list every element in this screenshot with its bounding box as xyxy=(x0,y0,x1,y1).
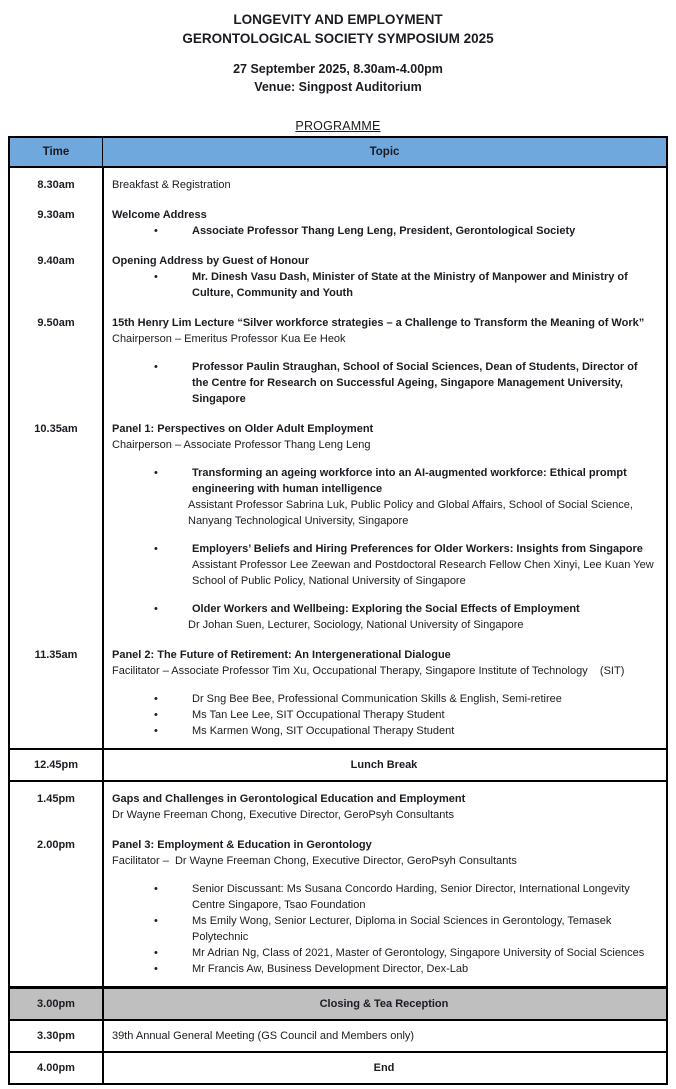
document-title xyxy=(0,10,676,48)
text-run: Mr Francis Aw, Business Development Director, Dex-Lab xyxy=(192,963,469,975)
bullet-item xyxy=(112,723,654,739)
bullet-item xyxy=(112,359,654,407)
text-run-bold: Welcome Address xyxy=(112,209,207,221)
topic-content xyxy=(102,837,666,977)
event-date-line: 27 September 2025, 8.30am-4.00pm xyxy=(233,62,443,76)
text-run: Ms Karmen Wong, SIT Occupational Therapy Student xyxy=(192,725,455,737)
topic-content xyxy=(102,791,666,823)
bullet-item xyxy=(112,465,654,497)
bullet-marker: • xyxy=(154,915,158,927)
topic-paragraph xyxy=(112,647,654,663)
schedule-band-row xyxy=(10,1053,666,1083)
topic-paragraph xyxy=(112,315,654,331)
schedule-entry xyxy=(10,421,666,633)
time-label: 9.40am xyxy=(37,255,75,267)
topic-paragraph xyxy=(112,207,654,223)
text-run: Chairperson – Associate Professor Thang Leng Leng xyxy=(112,439,371,451)
text-run: Chairperson – Emeritus Professor Kua Ee Heok xyxy=(112,333,346,345)
schedule-entry xyxy=(10,791,666,823)
topic-paragraph xyxy=(112,791,654,807)
bullet-item xyxy=(112,945,654,961)
bullet-item xyxy=(112,913,654,945)
bullet-marker: • xyxy=(154,225,158,237)
schedule-block xyxy=(10,168,666,750)
topic-paragraph xyxy=(112,807,654,823)
topic-paragraph xyxy=(112,253,654,269)
text-run: Dr Johan Suen, Lecturer, Sociology, National University of Singapore xyxy=(188,619,524,631)
bullet-marker: • xyxy=(154,271,158,283)
text-run-bold: Gaps and Challenges in Gerontological Education and Employment xyxy=(112,793,466,805)
time-label: 11.35am xyxy=(34,649,78,661)
text-run-bold: Panel 1: Perspectives on Older Adult Employment xyxy=(112,423,374,435)
text-run-bold: Transforming an ageing workforce into an AI-augmented workforce: Ethical prompt engineering with human intelligence xyxy=(192,467,630,495)
time-label: 4.00pm xyxy=(37,1062,75,1074)
text-run-bold: Employers’ Beliefs and Hiring Preferences for Older Workers: Insights from Singapore xyxy=(192,543,643,555)
band-label: Closing & Tea Reception xyxy=(319,998,449,1010)
text-run: Ms Emily Wong, Senior Lecturer, Diploma in Social Sciences in Gerontology, Temasek Polytechnic xyxy=(192,915,615,943)
topic-paragraph xyxy=(112,177,654,193)
text-run: Senior Discussant: Ms Susana Concordo Harding, Senior Director, International Longevity Centre Singapore, Tsao Foundation xyxy=(192,883,633,911)
blank-line xyxy=(112,589,654,601)
bullet-marker: • xyxy=(154,883,158,895)
schedule-block xyxy=(10,782,666,988)
speaker-line xyxy=(112,497,654,529)
bullet-item xyxy=(112,223,654,239)
event-datetime xyxy=(0,60,676,96)
bullet-marker: • xyxy=(154,963,158,975)
text-run-bold: Mr. Dinesh Vasu Dash, Minister of State at the Ministry of Manpower and Ministry of Culture, Community and Youth xyxy=(192,271,631,299)
text-run: Facilitator – Dr Wayne Freeman Chong, Executive Director, GeroPsyh Consultants xyxy=(112,855,517,867)
time-label: 9.50am xyxy=(37,317,75,329)
bullet-item xyxy=(112,541,657,589)
schedule-band-row xyxy=(10,988,666,1021)
document-header xyxy=(0,0,676,134)
time-label: 2.00pm xyxy=(37,839,75,851)
topic-content xyxy=(102,315,666,407)
topic-content xyxy=(102,253,666,301)
text-run-bold: 15th Henry Lim Lecture “Silver workforce strategies – a Challenge to Transform the Meaning of Work” xyxy=(112,317,645,329)
bullet-marker: • xyxy=(154,709,158,721)
text-run: Facilitator – Associate Professor Tim Xu, Occupational Therapy, Singapore Institute of Technology (SIT) xyxy=(112,665,625,677)
text-run: Breakfast & Registration xyxy=(112,179,231,191)
schedule-entry xyxy=(10,253,666,301)
band-label: End xyxy=(373,1062,395,1074)
time-label: 3.00pm xyxy=(37,998,75,1010)
bullet-marker: • xyxy=(154,543,158,555)
time-label: 12.45pm xyxy=(33,759,79,771)
band-label: Lunch Break xyxy=(350,759,418,771)
speaker-line xyxy=(112,617,654,633)
programme-heading: PROGRAMME xyxy=(295,119,381,133)
text-run: Dr Sng Bee Bee, Professional Communication Skills & English, Semi-retiree xyxy=(192,693,562,705)
table-header-row xyxy=(10,138,666,168)
bullet-item xyxy=(112,601,654,617)
bullet-marker: • xyxy=(154,693,158,705)
text-run: Assistant Professor Sabrina Luk, Public Policy and Global Affairs, School of Social Science, Nanyang Technological University, Singapore xyxy=(188,499,640,527)
time-label: 3.30pm xyxy=(37,1030,75,1042)
text-run: Assistant Professor Lee Zeewan and Postdoctoral Research Fellow Chen Xinyi, Lee Kuan Yew School of Public Policy, National University of Singapore xyxy=(192,543,657,587)
schedule-entry xyxy=(10,647,666,739)
text-run-bold: Associate Professor Thang Leng Leng, President, Gerontological Society xyxy=(192,225,576,237)
document-title-line1: LONGEVITY AND EMPLOYMENT xyxy=(233,12,443,27)
document-title-line2: GERONTOLOGICAL SOCIETY SYMPOSIUM 2025 xyxy=(182,31,494,46)
blank-line xyxy=(112,869,654,881)
topic-paragraph xyxy=(112,853,654,869)
time-label: 8.30am xyxy=(37,179,75,191)
topic-content xyxy=(102,207,666,239)
topic-paragraph xyxy=(112,663,654,679)
bullet-item xyxy=(112,269,654,301)
schedule-entry xyxy=(10,837,666,977)
text-run-bold: Professor Paulin Straughan, School of Social Sciences, Dean of Students, Director of the Centre for Research on Successful Ageing, Singapore Management University, Singapore xyxy=(192,361,641,405)
programme-table xyxy=(8,136,668,1085)
blank-line xyxy=(112,453,654,465)
bullet-marker: • xyxy=(154,361,158,373)
bullet-marker: • xyxy=(154,725,158,737)
table-header-topic: Topic xyxy=(369,146,400,158)
blank-line xyxy=(112,347,654,359)
text-run-bold: Opening Address by Guest of Honour xyxy=(112,255,309,267)
blank-line xyxy=(112,529,654,541)
text-run: Mr Adrian Ng, Class of 2021, Master of Gerontology, Singapore University of Social Sciences xyxy=(192,947,645,959)
topic-paragraph xyxy=(112,421,654,437)
schedule-entry xyxy=(10,177,666,193)
time-label: 10.35am xyxy=(34,423,78,435)
topic-paragraph xyxy=(112,331,654,347)
blank-line xyxy=(112,679,654,691)
text-run: Ms Tan Lee Lee, SIT Occupational Therapy Student xyxy=(192,709,445,721)
band-label: 39th Annual General Meeting (GS Council and Members only) xyxy=(112,1030,415,1042)
time-label: 1.45pm xyxy=(37,793,75,805)
bullet-marker: • xyxy=(154,947,158,959)
topic-paragraph xyxy=(112,837,654,853)
text-run-bold: Panel 2: The Future of Retirement: An Intergenerational Dialogue xyxy=(112,649,451,661)
text-run-bold: Panel 3: Employment & Education in Gerontology xyxy=(112,839,372,851)
bullet-marker: • xyxy=(154,467,158,479)
text-run: Dr Wayne Freeman Chong, Executive Director, GeroPsyh Consultants xyxy=(112,809,454,821)
text-run-bold: Older Workers and Wellbeing: Exploring the Social Effects of Employment xyxy=(192,603,580,615)
schedule-entry xyxy=(10,207,666,239)
schedule-entry xyxy=(10,315,666,407)
topic-content xyxy=(102,421,666,633)
bullet-item xyxy=(112,961,654,977)
bullet-item xyxy=(112,691,654,707)
table-body xyxy=(10,168,666,1083)
topic-paragraph xyxy=(112,437,654,453)
bullet-item xyxy=(112,707,654,723)
topic-content xyxy=(102,177,666,193)
time-label: 9.30am xyxy=(37,209,75,221)
topic-content xyxy=(102,647,666,739)
schedule-band-row xyxy=(10,1021,666,1053)
bullet-item xyxy=(112,881,654,913)
table-header-time: Time xyxy=(10,138,103,166)
schedule-band-row xyxy=(10,750,666,782)
bullet-marker: • xyxy=(154,603,158,615)
event-venue-line: Venue: Singpost Auditorium xyxy=(254,80,422,94)
